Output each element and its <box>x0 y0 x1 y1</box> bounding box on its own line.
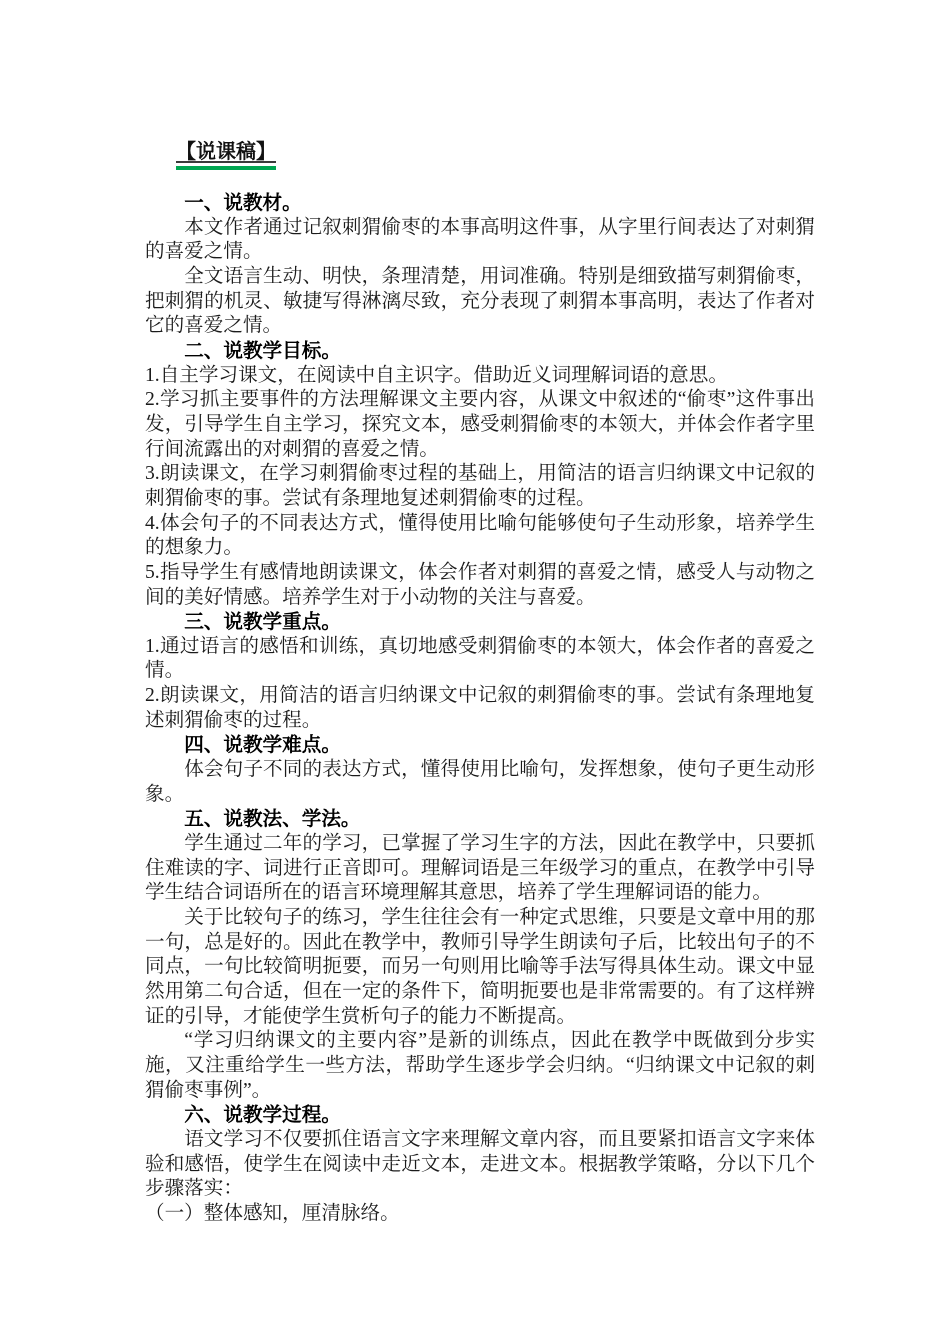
paragraph: “学习归纳课文的主要内容”是新的训练点，因此在教学中既做到分步实施，又注重给学生一些方法，帮助学生逐步学会归纳。“归纳课文中记叙的刺猬偷枣事例”。 <box>145 1030 815 1101</box>
paragraph: 1.通过语言的感悟和训练，真切地感受刺猬偷枣的本领大，体会作者的喜爱之情。 <box>145 635 815 682</box>
paragraph: 3.朗读课文，在学习刺猬偷枣过程的基础上，用简洁的语言归纳课文中记叙的刺猬偷枣的事。尝试有条理地复述刺猬偷枣的过程。 <box>145 463 815 509</box>
paragraph: 体会句子不同的表达方式，懂得使用比喻句，发挥想象，使句子更生动形象。 <box>145 759 815 805</box>
paragraph: 2.朗读课文，用简洁的语言归纳课文中记叙的刺猬偷枣的事。尝试有条理地复述刺猬偷枣的过程。 <box>145 685 815 731</box>
paragraph: 4.体会句子的不同表达方式，懂得使用比喻句能够使句子生动形象，培养学生的想象力。 <box>145 512 815 559</box>
document-body <box>145 191 815 1227</box>
paragraph: 学生通过二年的学习，已掌握了学习生字的方法，因此在教学中，只要抓住难读的字、词进行正音即可。理解词语是三年级学习的重点，在教学中引导学生结合词语所在的语言环境理解其意思，培养了学生理解词语的能力。 <box>145 833 815 904</box>
paragraph: 2.学习抓主要事件的方法理解课文主要内容，从课文中叙述的“偷枣”这件事出发，引导学生自主学习，探究文本，感受刺猬偷枣的本领大，并体会作者字里行间流露出的对刺猬的喜爱之情。 <box>145 389 815 460</box>
paragraph: 本文作者通过记叙刺猬偷枣的本事高明这件事，从字里行间表达了对刺猬的喜爱之情。 <box>145 216 815 263</box>
paragraph: （一）整体感知，厘清脉络。 <box>145 1202 400 1224</box>
paragraph: 5.指导学生有感情地朗读课文，体会作者对刺猬的喜爱之情，感受人与动物之间的美好情感。培养学生对于小动物的关注与喜爱。 <box>145 561 815 608</box>
paragraph: 关于比较句子的练习，学生往往会有一种定式思维，只要是文章中用的那一句，总是好的。因此在教学中，教师引导学生朗读句子后，比较出句子的不同点，一句比较简明扼要，而另一句则用比喻等手法写得具体生动。课文中显然用第二句合适，但在一定的条件下，简明扼要也是非常需要的。有了这样辨证的引导，才能使学生赏析句子的能力不断提高。 <box>145 907 815 1027</box>
section-heading: 二、说教学目标。 <box>184 339 341 362</box>
paragraph: 语文学习不仅要抓住语言文字来理解文章内容，而且要紧扣语言文字来体验和感悟，使学生在阅读中走近文本，走进文本。根据教学策略，分以下几个步骤落实： <box>145 1128 815 1200</box>
document-page <box>145 139 815 1227</box>
section-heading: 四、说教学难点。 <box>184 734 341 757</box>
section-heading: 六、说教学过程。 <box>184 1104 341 1127</box>
document-title: 【说课稿】 <box>176 139 276 170</box>
paragraph: 1.自主学习课文，在阅读中自主识字。借助近义词理解词语的意思。 <box>145 364 728 386</box>
paragraph: 全文语言生动、明快，条理清楚，用词准确。特别是细致描写刺猬偷枣，把刺猬的机灵、敏捷写得淋漓尽致，充分表现了刺猬本事高明，表达了作者对它的喜爱之情。 <box>145 265 815 337</box>
section-heading: 一、说教材。 <box>184 192 302 214</box>
document-title-row <box>145 139 815 170</box>
section-heading: 三、说教学重点。 <box>184 611 341 634</box>
section-heading: 五、说教法、学法。 <box>184 808 361 831</box>
